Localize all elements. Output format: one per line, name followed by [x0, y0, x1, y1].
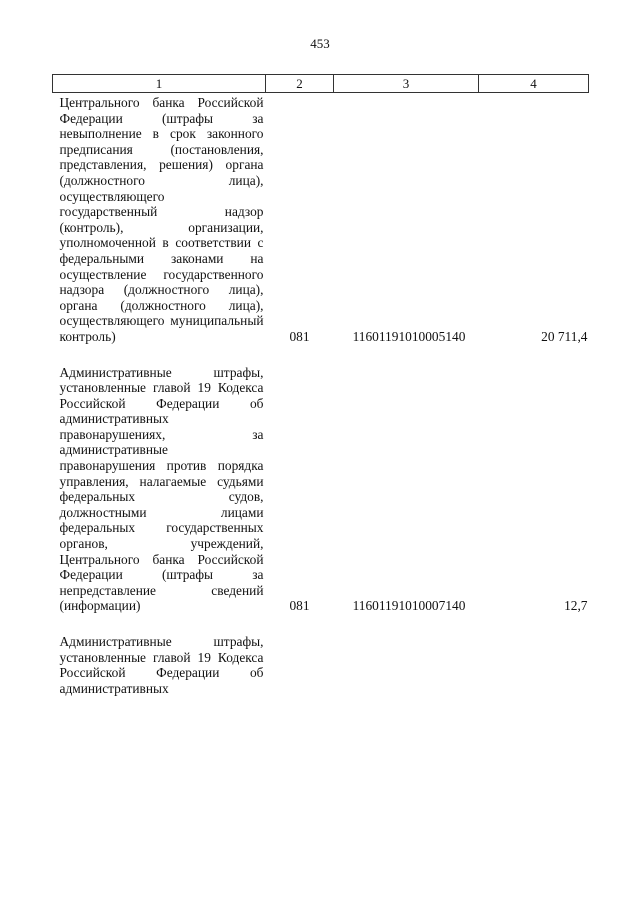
- column-header-3: 3: [334, 75, 479, 93]
- revenue-table: [52, 74, 589, 696]
- column-header-2: 2: [266, 75, 334, 93]
- row-description: Административные штрафы, установленные главой 19 Кодекса Российской Федерации об административных правонарушениях, за административные правонарушения против порядка управления, налагаемые судьями федеральных судов, должностными лицами федеральных государственных органов, учреждений, Центрального банка Российской Федерации (штрафы за непредставление сведений (информации): [59, 364, 264, 614]
- row-admin-code: 081: [289, 598, 310, 614]
- row-amount: [479, 634, 589, 696]
- row-admin-code: 081: [289, 328, 310, 344]
- row-description: Административные штрафы, установленные главой 19 Кодекса Российской Федерации об административных: [59, 634, 264, 696]
- table-row: [53, 365, 589, 615]
- page-number: 453: [310, 36, 330, 51]
- row-spacer: [53, 614, 589, 634]
- row-spacer: [53, 345, 589, 365]
- table-row: [53, 93, 589, 345]
- column-header-4: 4: [479, 75, 589, 93]
- table-row: [53, 634, 589, 696]
- table-header-row: [53, 75, 589, 93]
- row-amount: 12,7: [564, 598, 588, 614]
- column-header-1: 1: [53, 75, 266, 93]
- row-kbk-code: [334, 634, 479, 696]
- row-description: Центрального банка Российской Федерации (штрафы за невыполнение в срок законного предписания (постановления, представления, решения) органа (должностного лица), осуществляющего государственный надзор (контроль), организации, уполномоченной в соответствии с федеральными законами на осуществление государственного надзора (должностного лица), органа (должностного лица), осуществляющего муниципальный контроль): [59, 95, 264, 344]
- row-amount: 20 711,4: [541, 328, 588, 344]
- row-kbk-code: 11601191010005140: [352, 328, 466, 344]
- row-kbk-code: 11601191010007140: [352, 598, 466, 614]
- row-admin-code: [266, 634, 334, 696]
